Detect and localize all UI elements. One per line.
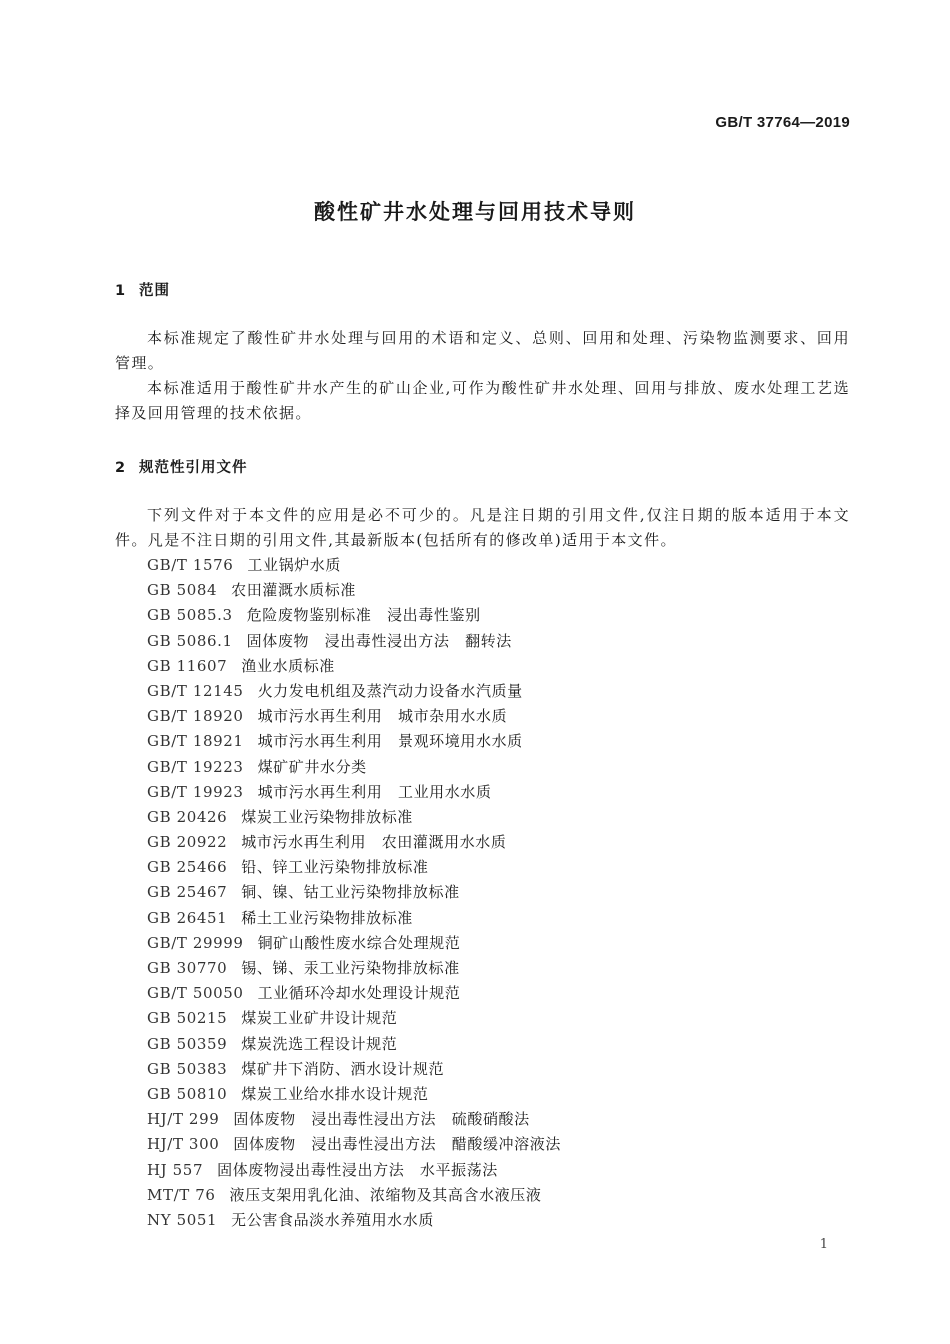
reference-title: 城市污水再生利用 工业用水水质 — [257, 782, 492, 801]
reference-item — [147, 603, 561, 628]
reference-code: GB 50810 — [147, 1084, 228, 1103]
reference-item — [147, 1158, 561, 1183]
reference-item — [147, 729, 561, 754]
reference-title: 渔业水质标准 — [241, 656, 335, 675]
reference-title: 城市污水再生利用 景观环境用水水质 — [257, 732, 523, 751]
reference-title: 固体废物 浸出毒性浸出方法 醋酸缓冲溶液法 — [233, 1135, 561, 1154]
reference-title: 工业循环冷却水处理设计规范 — [257, 984, 461, 1003]
reference-title: 煤矿井下消防、洒水设计规范 — [241, 1059, 445, 1078]
reference-item — [147, 704, 561, 729]
document-title: 酸性矿井水处理与回用技术导则 — [314, 200, 636, 224]
reference-code: GB/T 1576 — [147, 556, 234, 574]
reference-title: 铜矿山酸性废水综合处理规范 — [257, 933, 461, 952]
reference-item — [147, 1132, 561, 1157]
reference-title: 工业锅炉水质 — [247, 556, 342, 574]
reference-item — [147, 780, 561, 805]
section-heading-normative-references — [115, 456, 248, 477]
reference-title: 农田灌溉水质标准 — [231, 581, 356, 600]
reference-item — [147, 1107, 561, 1132]
reference-item — [147, 855, 561, 880]
reference-title: 煤炭工业矿井设计规范 — [241, 1009, 398, 1028]
reference-code: GB 20426 — [147, 807, 228, 826]
reference-item — [147, 1082, 561, 1107]
reference-item — [147, 830, 561, 855]
reference-item — [147, 805, 561, 830]
reference-title: 固体废物 浸出毒性浸出方法 硫酸硝酸法 — [233, 1110, 530, 1129]
reference-item — [147, 1032, 561, 1057]
reference-title: 危险废物鉴别标准 浸出毒性鉴别 — [246, 606, 481, 625]
reference-code: GB 25466 — [147, 858, 228, 877]
reference-code: GB/T 18921 — [147, 732, 244, 751]
section-title: 范围 — [139, 283, 170, 299]
section-number: 1 — [115, 283, 127, 299]
reference-item — [147, 654, 561, 679]
reference-code: GB 50215 — [147, 1009, 228, 1028]
reference-code: GB 50359 — [147, 1034, 228, 1053]
reference-code: GB/T 19923 — [147, 782, 244, 801]
reference-item — [147, 578, 561, 603]
reference-item — [147, 906, 561, 931]
reference-code: GB 50383 — [147, 1059, 228, 1078]
reference-code: GB/T 18920 — [147, 707, 244, 726]
reference-title: 稀土工业污染物排放标准 — [241, 908, 413, 927]
reference-code: HJ 557 — [147, 1160, 204, 1179]
reference-code: GB/T 12145 — [147, 681, 244, 700]
reference-code: GB/T 19223 — [147, 757, 244, 776]
reference-code: GB 5084 — [147, 581, 218, 600]
reference-code: GB/T 50050 — [147, 984, 244, 1003]
reference-code: MT/T 76 — [147, 1185, 216, 1204]
reference-title: 火力发电机组及蒸汽动力设备水汽质量 — [257, 681, 523, 700]
reference-code: GB 26451 — [147, 908, 228, 927]
reference-item — [147, 1208, 561, 1233]
reference-code: GB/T 29999 — [147, 933, 244, 952]
reference-title: 煤炭洗选工程设计规范 — [241, 1034, 398, 1053]
reference-item — [147, 880, 561, 905]
reference-item — [147, 755, 561, 780]
reference-title: 城市污水再生利用 城市杂用水水质 — [257, 707, 508, 726]
reference-item — [147, 956, 561, 981]
reference-title: 煤炭工业污染物排放标准 — [241, 807, 413, 826]
reference-title: 煤炭工业给水排水设计规范 — [241, 1084, 429, 1103]
reference-list — [147, 553, 561, 1233]
references-intro-paragraph: 下列文件对于本文件的应用是必不可少的。凡是注日期的引用文件,仅注日期的版本适用于本文件。凡是不注日期的引用文件,其最新版本(包括所有的修改单)适用于本文件。 — [115, 506, 850, 549]
reference-title: 铅、锌工业污染物排放标准 — [241, 858, 429, 877]
reference-code: GB 11607 — [147, 656, 228, 675]
scope-paragraph-1: 本标准规定了酸性矿井水处理与回用的术语和定义、总则、回用和处理、污染物监测要求、回用管理。 — [115, 329, 850, 372]
reference-item — [147, 1057, 561, 1082]
section-heading-scope — [115, 279, 170, 300]
reference-item — [147, 553, 561, 578]
reference-code: GB 25467 — [147, 883, 228, 902]
section-title: 规范性引用文件 — [139, 460, 248, 476]
reference-title: 铜、镍、钴工业污染物排放标准 — [241, 883, 460, 902]
section-number: 2 — [115, 460, 127, 476]
reference-title: 锡、锑、汞工业污染物排放标准 — [241, 959, 460, 977]
scope-paragraph-2: 本标准适用于酸性矿井水产生的矿山企业,可作为酸性矿井水处理、回用与排放、废水处理工艺选择及回用管理的技术依据。 — [115, 379, 850, 422]
reference-code: NY 5051 — [147, 1210, 218, 1229]
reference-item — [147, 981, 561, 1006]
reference-title: 煤矿矿井水分类 — [257, 757, 367, 776]
reference-code: HJ/T 300 — [147, 1135, 220, 1154]
reference-title: 城市污水再生利用 农田灌溉用水水质 — [241, 833, 507, 852]
reference-item — [147, 931, 561, 956]
reference-code: GB 5086.1 — [147, 631, 233, 650]
reference-item — [147, 1006, 561, 1031]
reference-item — [147, 629, 561, 654]
reference-code: HJ/T 299 — [147, 1110, 220, 1129]
reference-code: GB 20922 — [147, 833, 228, 852]
reference-title: 固体废物浸出毒性浸出方法 水平振荡法 — [217, 1160, 498, 1179]
reference-code: GB 30770 — [147, 959, 228, 977]
reference-item — [147, 679, 561, 704]
page-number: 1 — [819, 1237, 828, 1252]
reference-title: 无公害食品淡水养殖用水水质 — [231, 1210, 434, 1229]
reference-item — [147, 1183, 561, 1208]
reference-code: GB 5085.3 — [147, 606, 233, 625]
reference-title: 固体废物 浸出毒性浸出方法 翻转法 — [246, 631, 512, 650]
reference-title: 液压支架用乳化油、浓缩物及其高含水液压液 — [229, 1185, 542, 1204]
standard-code: GB/T 37764—2019 — [715, 114, 850, 131]
